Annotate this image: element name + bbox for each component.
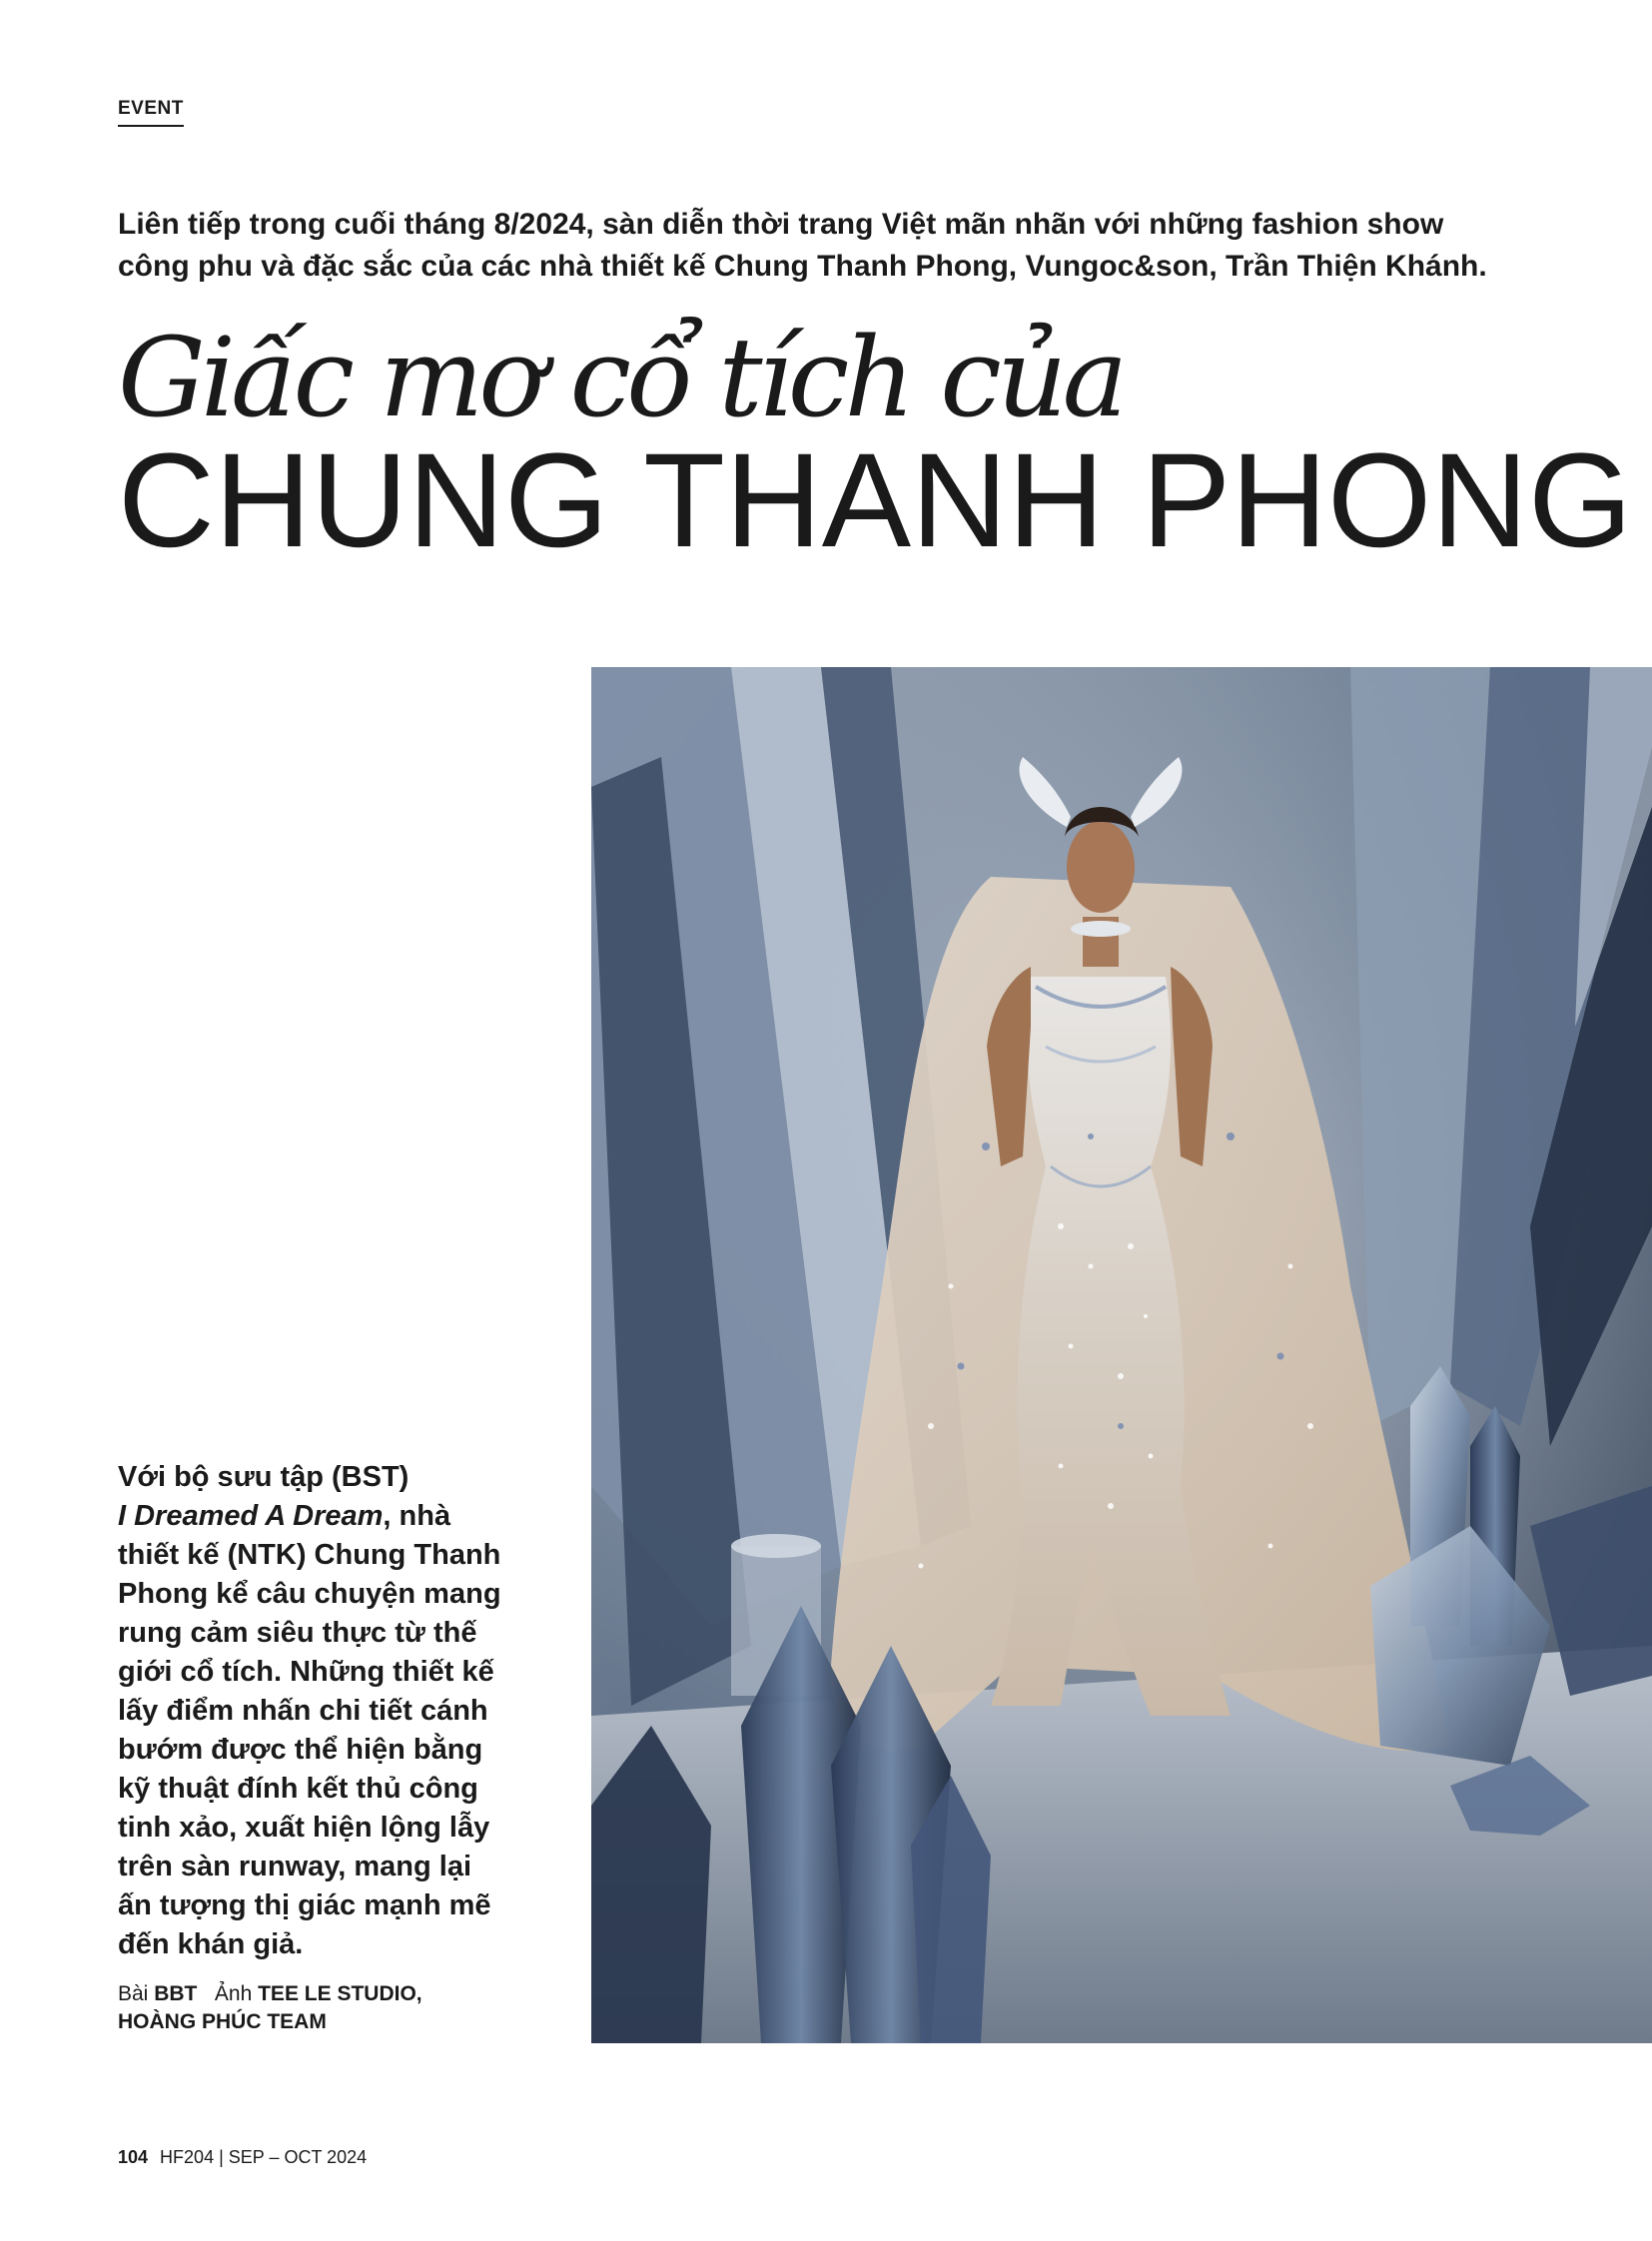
intro-line-5: rung cảm siêu thực từ thế <box>118 1617 477 1649</box>
page-folio <box>118 2147 367 2168</box>
intro-line-4: Phong kể câu chuyện mang <box>118 1578 501 1610</box>
intro-line-12: ấn tượng thị giác mạnh mẽ <box>118 1889 491 1921</box>
runway-photo-illustration <box>591 667 1652 2043</box>
photo-credit-author-1: TEE LE STUDIO, <box>258 1982 422 2005</box>
intro-line-2 <box>118 1497 557 1536</box>
intro-line-8: bướm được thể hiện bằng <box>118 1734 483 1766</box>
photo-credit-author-2: HOÀNG PHÚC TEAM <box>118 2010 327 2033</box>
runway-photo <box>591 667 1652 2043</box>
issue-info: HF204 | SEP – OCT 2024 <box>160 2147 368 2167</box>
intro-line-10: tinh xảo, xuất hiện lộng lẫy <box>118 1812 490 1844</box>
lede-line-1: Liên tiếp trong cuối tháng 8/2024, sàn diễn thời trang Việt mãn nhãn với những fashion show <box>118 208 1444 241</box>
section-tag: EVENT <box>118 98 184 127</box>
page-number: 104 <box>118 2147 149 2167</box>
intro-line-13: đến khán giả. <box>118 1928 304 1960</box>
text-credit-label: Bài <box>118 1982 149 2005</box>
intro-line-3: thiết kế (NTK) Chung Thanh <box>118 1539 501 1571</box>
credits-line-2 <box>118 2008 557 2036</box>
collection-name: I Dreamed A Dream <box>118 1500 384 1532</box>
headline-script: Giấc mơ cổ tích của <box>118 314 1124 441</box>
intro-line-11: trên sàn runway, mang lại <box>118 1851 472 1882</box>
intro-line-7: lấy điểm nhấn chi tiết cánh <box>118 1695 488 1727</box>
intro-line-1: Với bộ sưu tập (BST) <box>118 1461 410 1493</box>
intro-line-9: kỹ thuật đính kết thủ công <box>118 1773 478 1805</box>
intro-line-2-rest: , nhà <box>383 1500 451 1532</box>
credits <box>118 1980 557 2036</box>
text-credit-author: BBT <box>154 1982 198 2005</box>
headline-caps: CHUNG THANH PHONG <box>118 426 1633 575</box>
intro-paragraph <box>118 1458 557 1964</box>
intro-line-6: giới cổ tích. Những thiết kế <box>118 1656 494 1688</box>
photo-credit-label: Ảnh <box>214 1982 253 2005</box>
lede-paragraph <box>118 204 1516 288</box>
credits-line-1 <box>118 1980 557 2008</box>
lede-line-2: công phu và đặc sắc của các nhà thiết kế Chung Thanh Phong, Vungoc&son, Trần Thiện Khánh. <box>118 250 1487 283</box>
